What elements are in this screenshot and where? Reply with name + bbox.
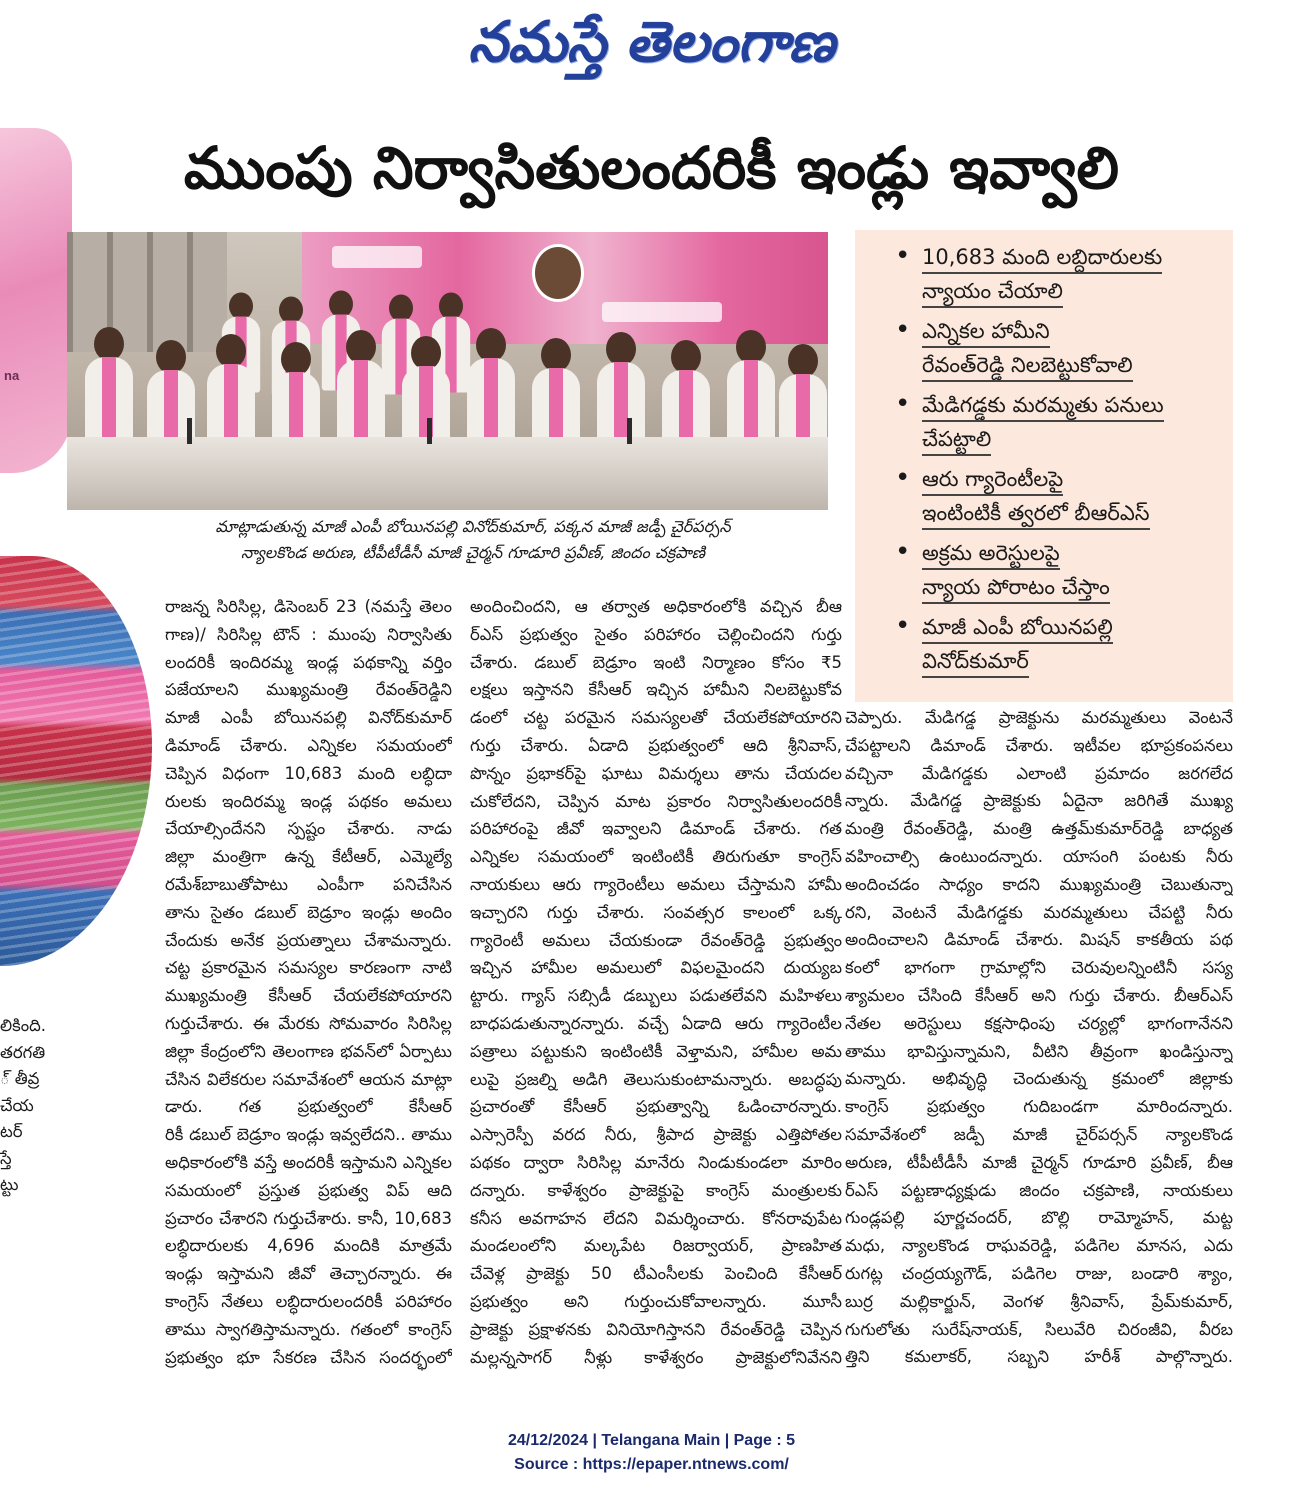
article-text-line: ఎన్నికల సమయంలో ఇంటింటికీ తిరుగుతూ కాంగ్రెస్ xyxy=(470,847,842,867)
photo-microphone xyxy=(427,418,432,444)
bullet-icon: • xyxy=(895,315,911,345)
article-text-line: మంత్రి రేవంత్‌రెడ్డి, మంత్రి ఉత్తమ్‌కుమార్‌రెడ్డి బాధ్యత xyxy=(845,819,1233,839)
article-text-line: లబ్ధిదారులకు 4,696 మందికి మాత్రమే xyxy=(165,1236,452,1256)
highlight-line-wrapper xyxy=(922,612,1233,646)
highlight-line: మాజీ ఎంపీ బోయినపల్లి xyxy=(922,612,1113,644)
bullet-icon: • xyxy=(895,389,911,419)
article-text-line: దన్నారు. కాళేశ్వరం ప్రాజెక్టుపై కాంగ్రెస్ మంత్రులకు xyxy=(470,1180,842,1200)
article-text-line: సమావేశంలో జడ్పీ మాజీ చైర్‌పర్సన్ న్యాలకొండ xyxy=(845,1124,1233,1144)
footer-edition-info: 24/12/2024 | Telangana Main | Page : 5 xyxy=(507,1432,795,1449)
highlight-line-wrapper xyxy=(922,316,1233,350)
article-text-line: ఎస్సారెస్పీ వరద నీరు, శ్రీపాద ప్రాజెక్టు ఎత్తిపోతల xyxy=(470,1125,842,1145)
article-text-line: డిమాండ్ చేశారు. ఎన్నికల సమయంలో xyxy=(165,735,452,755)
article-text-line: లందరికీ ఇందిరమ్మ ఇండ్ల పథకాన్ని వర్తిం xyxy=(165,652,452,672)
article-text-line: అధికారంలోకి వస్తే అందరికీ ఇస్తామని ఎన్నికల xyxy=(165,1152,452,1172)
article-text-line: ఇచ్చారని గుర్తు చేశారు. సంవత్సర కాలంలో ఒక్క xyxy=(470,902,842,922)
highlight-line: ఆరు గ్యారెంటీలపై xyxy=(922,464,1063,496)
article-text-line: చట్ట ప్రకారమైన సమస్యల కారణంగా నాటి xyxy=(165,958,452,978)
ad-fabric-image xyxy=(0,556,152,966)
highlight-line: ఇంటింటికీ త్వరలో బీఆర్‌ఎస్ xyxy=(922,498,1150,530)
article-text-line: అందించిందని, ఆ తర్వాత అధికారంలోకి వచ్చిన బీఆ xyxy=(470,597,842,616)
fragment-text-line: స్తే xyxy=(0,1148,12,1168)
highlight-line-wrapper xyxy=(922,498,1233,532)
article-text-line: పజేయాలని ముఖ్యమంత్రి రేవంత్‌రెడ్డిని xyxy=(165,680,452,700)
article-text-line: కనీస అవగాహన లేదని విమర్శించారు. కోనరావుపేట xyxy=(470,1208,842,1228)
photo-table xyxy=(67,437,828,510)
fragment-text-line: లికింది. xyxy=(0,1016,46,1035)
article-text-line: ఇచ్చిన హామీల అమలులో విఫలమైందని దుయ్యబ xyxy=(470,958,842,978)
article-text-line: బాధపడుతున్నారన్నారు. వచ్చే ఏడాది ఆరు గ్యారెంటీల xyxy=(470,1013,842,1033)
highlight-item xyxy=(855,612,1233,686)
article-text-line: ఇండ్లు ఇస్తామని జీవో తెచ్చారన్నారు. ఈ xyxy=(165,1264,452,1284)
article-headline: ముంపు నిర్వాసితులందరికీ ఇండ్లు ఇవ్వాలి xyxy=(183,134,1120,202)
article-text-line: జిల్లా కేంద్రంలోని తెలంగాణ భవన్‌లో ఏర్పాటు xyxy=(165,1041,452,1061)
article-text-line: బుర్ర మల్లికార్జున్, వెంగళ శ్రీనివాస్, ప్రేమ్‌కుమార్, xyxy=(845,1291,1233,1311)
photo-person xyxy=(467,328,515,453)
highlight-line-wrapper xyxy=(922,464,1233,498)
caption-line: న్యాలకొండ అరుణ, టీపీటీడీసీ మాజీ చైర్మన్ గూడూరి ప్రవీణ్, జిందం చక్రపాణి xyxy=(240,543,705,562)
press-meet-photo xyxy=(67,232,828,510)
article-text-line: వహించాల్సి ఉంటుందన్నారు. యాసంగి పంటకు నీరు xyxy=(845,846,1233,866)
article-text-line: అందించడం సాధ్యం కాదని ముఖ్యమంత్రి చెబుతున్నా xyxy=(845,874,1233,894)
article-text-line: గుర్తుచేశారు. ఈ మేరకు సోమవారం సిరిసిల్ల xyxy=(165,1013,452,1033)
ad-bag-text: na xyxy=(4,368,20,383)
highlight-line-wrapper xyxy=(922,646,1233,680)
adjacent-article-fragment xyxy=(0,1013,56,1199)
highlight-line: చేపట్టాలి xyxy=(922,424,991,456)
fragment-text-line: చేయ xyxy=(0,1095,34,1115)
article-text-line: గ్యారెంటీ అమలు చేయకుండా రేవంత్‌రెడ్డి ప్రభుత్వం xyxy=(470,930,842,950)
highlight-line-wrapper xyxy=(922,242,1233,276)
article-text-line: నేతల అరెస్టులు కక్షసాధింపు చర్యల్లో భాగంగానేనని xyxy=(845,1013,1233,1033)
article-text-line: మధు, న్యాలకొండ రాఘవరెడ్డి, పడిగెల మానస, ఎదు xyxy=(845,1236,1233,1256)
highlight-line-wrapper xyxy=(922,350,1233,384)
article-text-line: డారు. గత ప్రభుత్వంలో కేసీఆర్ xyxy=(165,1097,452,1117)
highlight-item xyxy=(855,242,1233,316)
article-text-line: ప్రచారంతో కేసీఆర్ ప్రభుత్వాన్ని ఓడించారన్నారు. xyxy=(470,1097,842,1117)
article-text-line: చేందుకు అనేక ప్రయత్నాలు చేశామన్నారు. xyxy=(165,930,452,950)
photo-microphone xyxy=(187,418,192,444)
fragment-text-line: ్ తీవ్ర xyxy=(0,1069,40,1088)
highlight-item xyxy=(855,538,1233,612)
article-text-line: చుకోలేదని, చెప్పిన మాట ప్రకారం నిర్వాసితులందరికీ xyxy=(470,791,842,811)
bullet-icon: • xyxy=(895,241,911,271)
photo-caption xyxy=(158,514,788,566)
article-text-line: రాజన్న సిరిసిల్ల, డిసెంబర్ 23 (నమస్తే తెలం xyxy=(165,597,452,616)
article-text-line: తాను సైతం డబుల్ బెడ్రూం ఇండ్లు అందిం xyxy=(165,902,452,922)
article-text-line: రని, వెంటనే మేడిగడ్డకు మరమ్మతులు చేపట్టి నీరు xyxy=(845,902,1233,922)
highlights-box xyxy=(855,230,1233,702)
article-text-line: చేసిన విలేకరుల సమావేశంలో ఆయన మాట్లా xyxy=(165,1069,452,1089)
article-text-line: ప్రచారం చేశారని గుర్తుచేశారు. కానీ, 10,683 xyxy=(165,1208,452,1228)
article-text-line: పరిహారంపై జీవో ఇవ్వాలని డిమాండ్ చేశారు. గత xyxy=(470,819,842,839)
article-text-line: తాము భావిస్తున్నామని, వీటిని తీవ్రంగా ఖండిస్తున్నా xyxy=(845,1041,1233,1061)
article-text-line: రికీ డబుల్ బెడ్రూం ఇండ్లు ఇవ్వలేదని.. తాము xyxy=(165,1125,452,1145)
article-text-line: పొన్నం ప్రభాకర్‌పై ఘాటు విమర్శలు తాను చేయదల xyxy=(470,763,842,783)
highlight-line: వినోద్‌కుమార్ xyxy=(922,646,1029,678)
article-text-line: డంలో చట్ట పరమైన సమస్యలతో చేయలేకపోయారని xyxy=(470,708,842,728)
article-text-line: వచ్చినా మేడిగడ్డకు ఎలాంటి ప్రమాదం జరగలేద xyxy=(845,763,1233,783)
photo-banner-patch xyxy=(602,302,722,322)
footer-source: Source : https://epaper.ntnews.com/ xyxy=(514,1456,789,1473)
caption-line: మాట్లాడుతున్న మాజీ ఎంపీ బోయినపల్లి వినోద్‌కుమార్, పక్కన మాజీ జడ్పీ చైర్‌పర్సన్ xyxy=(215,517,731,536)
bullet-icon: • xyxy=(895,463,911,493)
article-text-line: ముఖ్యమంత్రి కేసీఆర్ చేయలేకపోయారని xyxy=(165,986,452,1006)
article-text-line: లుపై ప్రజల్ని అడిగి తెలుసుకుంటామన్నారు. అబద్ధపు xyxy=(470,1069,842,1089)
highlight-line-wrapper xyxy=(922,538,1233,572)
highlight-line-wrapper xyxy=(922,572,1233,606)
highlight-line: అక్రమ అరెస్టులపై xyxy=(922,538,1060,570)
article-text-line: రులకు ఇందిరమ్మ ఇండ్ల పథకం అమలు xyxy=(165,791,452,811)
newspaper-masthead: నమస్తే తెలంగాణ xyxy=(468,9,835,75)
highlight-item xyxy=(855,390,1233,464)
article-text-line: చేయాల్సిందేనని స్పష్టం చేశారు. నాడు xyxy=(165,819,452,839)
highlight-line-wrapper xyxy=(922,390,1233,424)
article-text-line: తాము స్వాగతిస్తామన్నారు. గతంలో కాంగ్రెస్ xyxy=(165,1319,452,1339)
article-text-line: కాంగ్రెస్ ప్రభుత్వం గుదిబండగా మారిందన్నారు. xyxy=(845,1097,1233,1117)
article-text-line: సమయంలో ప్రస్తుత ప్రభుత్వ విప్ ఆది xyxy=(165,1180,452,1200)
article-text-line: లక్షలు ఇస్తానని కేసీఆర్ ఇచ్చిన హామీని నిలబెట్టుకోవ xyxy=(470,680,842,700)
fragment-text-line: తరగతి xyxy=(0,1042,46,1062)
article-text-line: చేపట్టాలని డిమాండ్ చేశారు. ఇటీవల భూప్రకంపనలు xyxy=(845,735,1233,755)
bullet-icon: • xyxy=(895,611,911,641)
article-text-line: న్నారు. మేడిగడ్డ ప్రాజెక్టుకు ఏదైనా జరిగితే ముఖ్య xyxy=(845,791,1233,811)
article-text-line: త్తిని కమలాకర్, సబ్బని హరీశ్ పాల్గొన్నారు. xyxy=(845,1347,1233,1367)
article-text-line: ర్ఎస్ ప్రభుత్వం సైతం పరిహారం చెల్లించిందని గుర్తు xyxy=(470,624,842,644)
article-text-line: చేవెళ్ల ప్రాజెక్టు 50 టీఎంసీలకు పెంచింది కేసీఆర్ xyxy=(470,1264,842,1284)
article-text-line: ట్టారు. గ్యాస్ సబ్సిడీ డబ్బులు పడుతలేవని మహిళలు xyxy=(470,986,842,1006)
article-text-line: రమేశ్‌బాబుతోపాటు ఎంపీగా పనిచేసిన xyxy=(165,874,452,894)
article-text-line: మాజీ ఎంపీ బోయినపల్లి వినోద్‌కుమార్ xyxy=(165,708,452,728)
article-text-line: జిల్లా మంత్రిగా ఉన్న కేటీఆర్, ఎమ్మెల్యే xyxy=(165,847,452,867)
fragment-text-line: టర్ xyxy=(0,1122,23,1141)
article-column-3 xyxy=(845,704,1233,1371)
article-text-line: శ్యామలం చేసింది కేసీఆర్ అని గుర్తు చేశారు. బీఆర్ఎస్ xyxy=(845,985,1233,1005)
highlight-line: న్యాయ పోరాటం చేస్తాం xyxy=(922,572,1110,604)
article-column-2 xyxy=(470,593,842,1371)
article-text-line: ర్ఎస్ పట్టణాధ్యక్షుడు జిందం చక్రపాణి, నాయకులు xyxy=(845,1180,1233,1200)
article-text-line: అందించాలని డిమాండ్ చేశారు. మిషన్ కాకతీయ పథ xyxy=(845,930,1233,950)
highlight-item xyxy=(855,464,1233,538)
article-text-line: గుండ్లపల్లి పూర్ణచందర్, బొల్లి రామ్మోహన్, మట్ట xyxy=(845,1208,1233,1228)
highlight-line: న్యాయం చేయాలి xyxy=(922,276,1063,308)
article-text-line: అరుణ, టీపీటీడీసీ మాజీ చైర్మన్ గూడూరి ప్రవీణ్, బీఆ xyxy=(845,1152,1233,1172)
article-text-line: ప్రభుత్వం భూ సేకరణ చేసిన సందర్భంలో xyxy=(165,1347,452,1367)
article-text-line: మన్నారు. అభివృద్ధి చెందుతున్న క్రమంలో జిల్లాకు xyxy=(845,1069,1233,1089)
article-text-line: గుగులోతు సురేష్‌నాయక్, సిలువేరి చిరంజీవి, వీరబ xyxy=(845,1319,1233,1339)
article-text-line: మండలంలోని మల్కపేట రిజర్వాయర్, ప్రాణహిత xyxy=(470,1236,842,1256)
article-text-line: పత్రాలు పట్టుకుని ఇంటింటికీ వెళ్తామని, హామీల అమ xyxy=(470,1041,842,1061)
photo-banner-portrait xyxy=(532,244,584,302)
photo-microphone xyxy=(627,418,632,444)
article-text-line: పథకం ద్వారా సిరిసిల్ల మానేరు నిండుకుండలా మారిం xyxy=(470,1152,842,1172)
photo-person xyxy=(85,327,133,452)
highlight-line: రేవంత్‌రెడ్డి నిలబెట్టుకోవాలి xyxy=(922,350,1133,382)
fragment-text-line: ట్టు xyxy=(0,1175,19,1194)
article-text-line: మల్లన్నసాగర్ నీళ్లు కాళేశ్వరం ప్రాజెక్టులోనివేనని xyxy=(470,1347,842,1367)
article-text-line: ప్రభుత్వం అని గుర్తుంచుకోవాలన్నారు. మూసీ xyxy=(470,1291,842,1311)
highlight-line-wrapper xyxy=(922,276,1233,310)
article-text-line: గాణ)/ సిరిసిల్ల టౌన్ : ముంపు నిర్వాసితు xyxy=(165,624,452,644)
photo-banner-patch xyxy=(332,246,422,268)
article-text-line: ప్రాజెక్టు ప్రక్షాళనకు వినియోగిస్తానని రేవంత్‌రెడ్డి చెప్పిన xyxy=(470,1319,842,1339)
article-column-1 xyxy=(165,593,452,1371)
article-text-line: రుగట్ల చంద్రయ్యగౌడ్, పడిగెల రాజు, బండారి శ్యాం, xyxy=(845,1263,1233,1283)
highlight-item xyxy=(855,316,1233,390)
bullet-icon: • xyxy=(895,537,911,567)
article-text-line: నాయకులు ఆరు గ్యారెంటీలు అమలు చేస్తామని హామీ xyxy=(470,874,842,894)
highlight-line: మేడిగడ్డకు మరమ్మతు పనులు xyxy=(922,390,1164,422)
highlight-line: ఎన్నికల హామీని xyxy=(922,316,1050,348)
article-text-line: చెప్పారు. మేడిగడ్డ ప్రాజెక్టును మరమ్మతులు వెంటనే xyxy=(845,708,1233,727)
article-text-line: కాంగ్రెస్ నేతలు లబ్ధిదారులందరికీ పరిహారం xyxy=(165,1291,452,1311)
ad-bag-image xyxy=(0,128,72,473)
article-text-line: కంలో భాగంగా గ్రామాల్లోని చెరువులన్నింటినీ సస్య xyxy=(845,958,1233,978)
article-text-line: చేశారు. డబుల్ బెడ్రూం ఇంటి నిర్మాణం కోసం ₹5 xyxy=(470,652,842,672)
article-text-line: గుర్తు చేశారు. ఏడాది ప్రభుత్వంలో ఆది శ్రీనివాస్, xyxy=(470,735,842,755)
article-text-line: చెప్పిన విధంగా 10,683 మంది లబ్ధిదా xyxy=(165,763,452,783)
highlight-line: 10,683 మంది లబ్ధిదారులకు xyxy=(922,242,1162,274)
highlight-line-wrapper xyxy=(922,424,1233,458)
